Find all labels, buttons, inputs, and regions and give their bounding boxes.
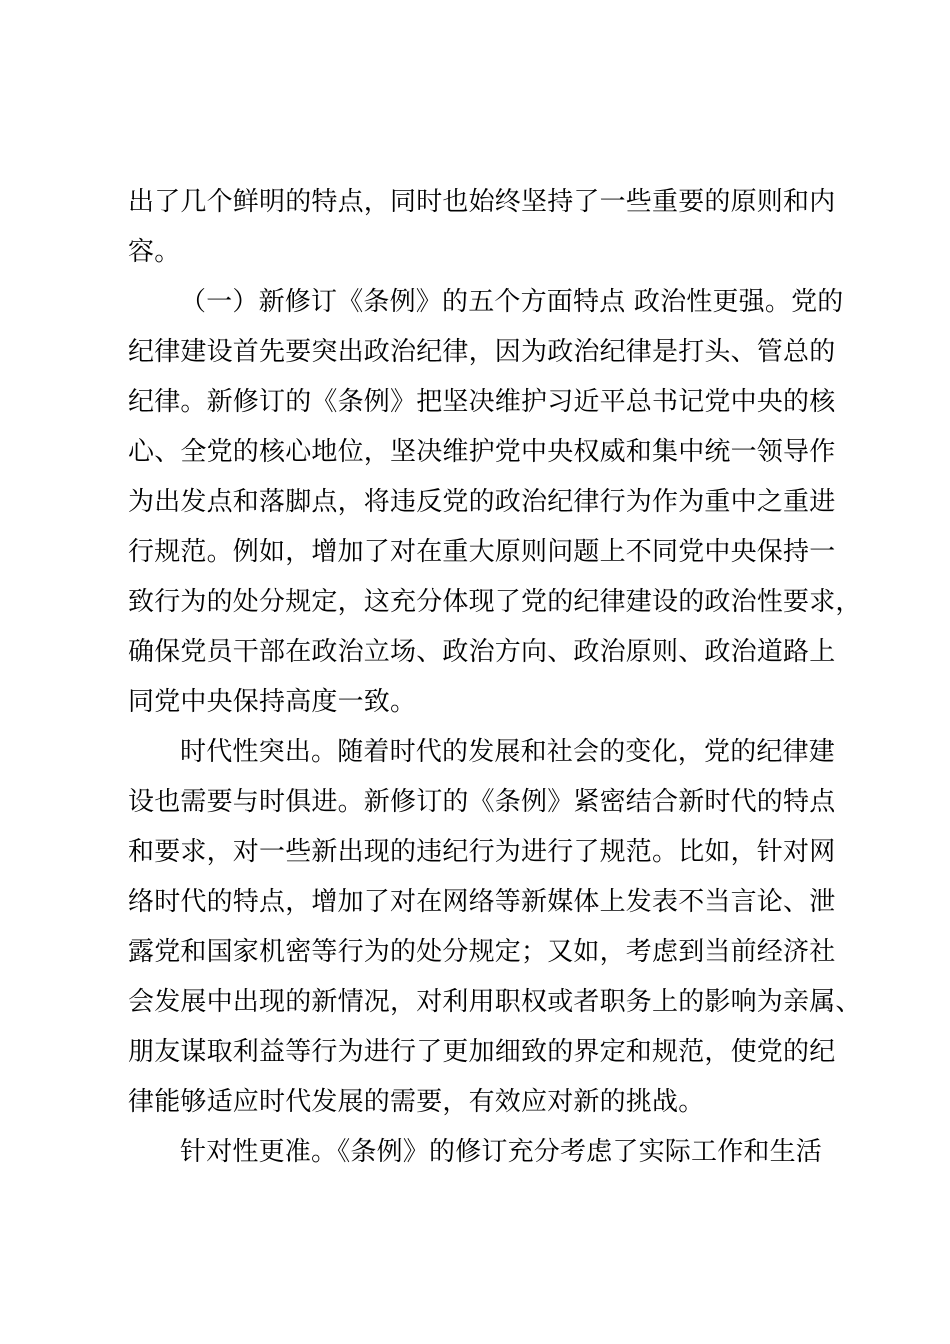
- text-line: 络时代的特点，增加了对在网络等新媒体上发表不当言论、泄: [128, 887, 836, 917]
- text-line: 为出发点和落脚点，将违反党的政治纪律行为作为重中之重进: [128, 487, 836, 517]
- text-line: 律能够适应时代发展的需要，有效应对新的挑战。: [128, 1087, 705, 1117]
- text-line: 设也需要与时俱进。新修订的《条例》紧密结合新时代的特点: [128, 787, 836, 817]
- text-line: 露党和国家机密等行为的处分规定；又如，考虑到当前经济社: [128, 937, 836, 967]
- text-line: 行规范。例如，增加了对在重大原则问题上不同党中央保持一: [128, 537, 836, 567]
- text-line: 心、全党的核心地位，坚决维护党中央权威和集中统一领导作: [128, 437, 836, 467]
- text-line: 会发展中出现的新情况，对利用职权或者职务上的影响为亲属、: [128, 987, 862, 1017]
- text-line: 和要求，对一些新出现的违纪行为进行了规范。比如，针对网: [128, 837, 836, 867]
- text-line: 纪律。新修订的《条例》把坚决维护习近平总书记党中央的核: [128, 387, 836, 417]
- text-line: 确保党员干部在政治立场、政治方向、政治原则、政治道路上: [128, 637, 836, 667]
- paragraph-heading-line: （一）新修订《条例》的五个方面特点 政治性更强。党的: [180, 287, 844, 317]
- paragraph-start-line: 时代性突出。随着时代的发展和社会的变化，党的纪律建: [180, 737, 836, 767]
- text-line: 容。: [128, 237, 181, 267]
- text-line: 致行为的处分规定，这充分体现了党的纪律建设的政治性要求，: [128, 587, 862, 617]
- text-line: 出了几个鲜明的特点，同时也始终坚持了一些重要的原则和内: [128, 187, 836, 217]
- text-line: 纪律建设首先要突出政治纪律，因为政治纪律是打头、管总的: [128, 337, 836, 367]
- paragraph-start-line: 针对性更准。《条例》的修订充分考虑了实际工作和生活: [180, 1137, 823, 1167]
- text-line: 朋友谋取利益等行为进行了更加细致的界定和规范，使党的纪: [128, 1037, 836, 1067]
- text-line: 同党中央保持高度一致。: [128, 687, 417, 717]
